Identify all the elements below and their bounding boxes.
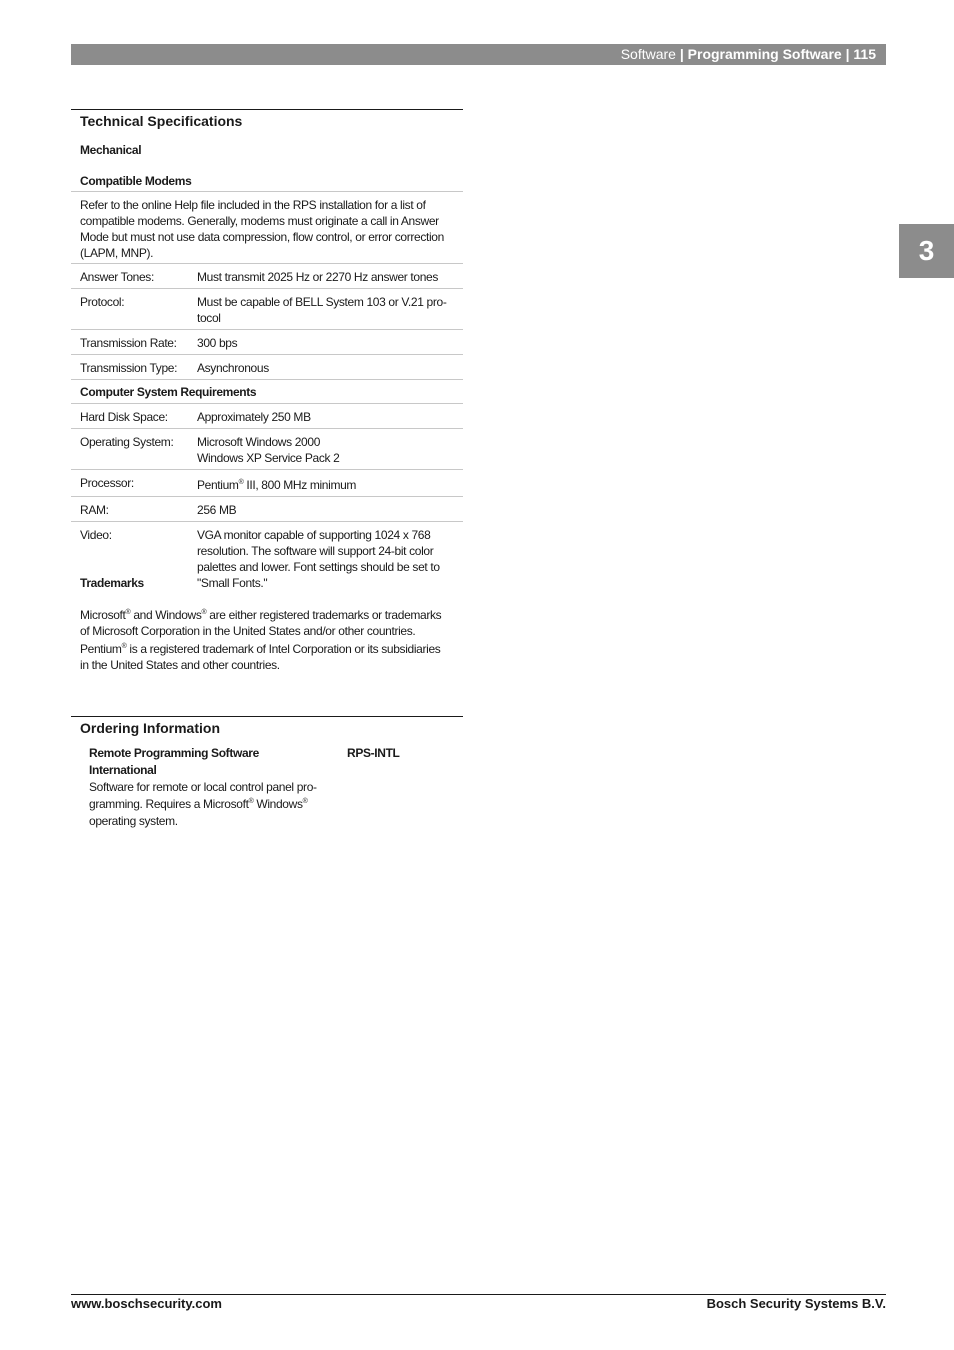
product-description: Software for remote or local control panel pro- gramming. Requires a Microsoft® Windows® operating system. (89, 780, 317, 828)
spec-label: RAM: (80, 503, 109, 517)
chapter-tab: 3 (899, 224, 954, 278)
registered-mark: ® (238, 479, 244, 486)
page-number: 115 (853, 46, 876, 62)
spec-label: Protocol: (80, 295, 125, 309)
spec-label: Processor: (80, 476, 134, 490)
spec-row-transmission-type (71, 354, 463, 379)
header-separator: | (841, 46, 854, 62)
spec-value: VGA monitor capable of supporting 1024 x 768 resolution. The software will support 24-bit color palettes and lower. Font settings should be set to "Small Fonts." (197, 528, 440, 590)
spec-value: 256 MB (197, 503, 237, 517)
header-doc-title: Programming Software (687, 46, 842, 62)
spec-row-operating-system (71, 428, 463, 469)
spec-value: Asynchronous (197, 361, 269, 375)
spec-label: Hard Disk Space: (80, 410, 168, 424)
spec-row-ram (71, 496, 463, 521)
spec-value: Microsoft Windows 2000 Windows XP Service Pack 2 (197, 435, 340, 465)
section-rule (71, 716, 463, 717)
spec-row-transmission-rate (71, 329, 463, 354)
spec-label: Transmission Rate: (80, 336, 177, 350)
header-separator: | (675, 46, 688, 62)
section-rule (71, 109, 463, 110)
registered-mark: ® (201, 609, 207, 616)
spec-label: Operating System: (80, 435, 174, 449)
computer-requirements-heading: Computer System Requirements (71, 379, 463, 403)
spec-value: Approximately 250 MB (197, 410, 311, 424)
footer-company: Bosch Security Systems B.V. (706, 1296, 886, 1311)
spec-label: Transmission Type: (80, 361, 178, 375)
header-text (621, 44, 876, 65)
spec-value: 300 bps (197, 336, 238, 350)
spec-row-hard-disk (71, 403, 463, 428)
spec-value: Must transmit 2025 Hz or 2270 Hz answer tones (197, 270, 439, 284)
trademarks-heading: Trademarks (80, 576, 144, 590)
order-item (89, 745, 469, 830)
trademarks-paragraph-pentium: Pentium® is a registered trademark of Intel Corporation or its subsidiaries in the United States and other countries. (80, 642, 441, 672)
ordering-title: Ordering Information (80, 720, 220, 736)
spec-row-protocol (71, 288, 463, 329)
spec-table (71, 191, 463, 594)
product-name: Remote Programming Software International (89, 746, 259, 777)
page-header-bar (71, 44, 886, 65)
spec-label: Answer Tones: (80, 270, 154, 284)
spec-value: Must be capable of BELL System 103 or V.21 pro- tocol (197, 295, 447, 325)
registered-mark: ® (125, 609, 131, 616)
trademarks-paragraph-microsoft: Microsoft® and Windows® are either registered trademarks or trademarks of Microsoft Corporation in the United States and/or other countries. (80, 608, 442, 638)
spec-row-answer-tones (71, 263, 463, 288)
compatible-modems-heading: Compatible Modems (80, 174, 192, 188)
registered-mark: ® (302, 798, 308, 805)
tech-specs-title: Technical Specifications (80, 113, 243, 129)
registered-mark: ® (248, 798, 254, 805)
product-code: RPS-INTL (347, 746, 400, 760)
header-section: Software (620, 46, 676, 62)
spec-label: Video: (80, 528, 112, 542)
registered-mark: ® (121, 643, 127, 650)
footer-website: www.boschsecurity.com (71, 1296, 222, 1311)
spec-row-processor (71, 469, 463, 496)
modems-paragraph: Refer to the online Help file included in the RPS installation for a list of compatible modems. Generally, modems must originate a call in Answer Mode but must not use data compression, flow control, or error correction (LAPM, MNP). (71, 191, 463, 263)
spec-value: Pentium® III, 800 MHz minimum (197, 478, 357, 492)
mechanical-heading: Mechanical (80, 143, 142, 157)
